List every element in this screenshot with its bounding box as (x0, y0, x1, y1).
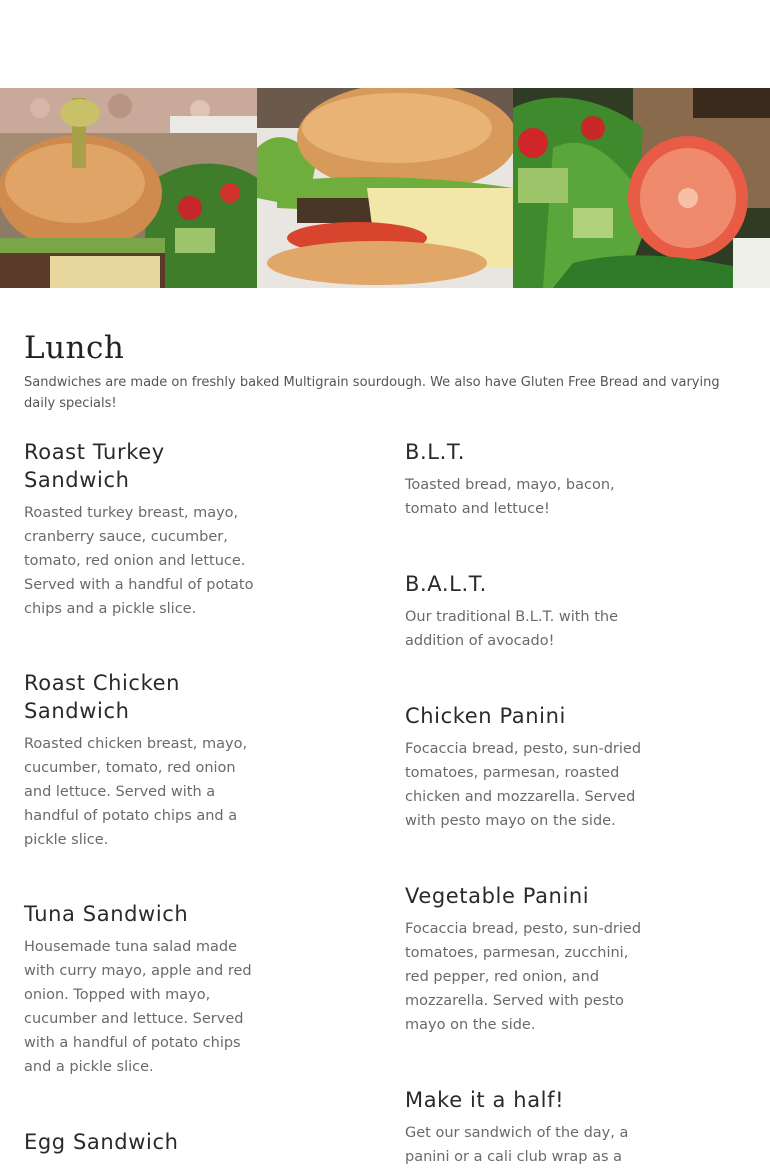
menu-item-description: Housemade tuna salad made with curry mayo, apple and red onion. Topped with mayo, cucumber and lettuce. Served with a handful of potato chips and a pickle slice. (24, 939, 252, 1075)
page-title: Lunch (24, 330, 125, 366)
header-spacer (0, 0, 770, 88)
burger-with-salad-photo (0, 88, 257, 288)
hero-gallery (0, 88, 770, 288)
menu-item-chicken-panini (405, 702, 645, 833)
menu-item-name: Make it a half! (405, 1088, 565, 1112)
menu-section (0, 330, 770, 1174)
menu-item-description: Focaccia bread, pesto, sun-dried tomatoes, parmesan, zucchini, red pepper, red onion, and mozzarella. Served with pesto mayo on the side. (405, 921, 642, 1033)
menu-item-name: Tuna Sandwich (24, 902, 189, 926)
menu-item-roast-turkey (24, 438, 264, 621)
menu-item-description: Our traditional B.L.T. with the addition of avocado! (405, 609, 619, 649)
menu-intro: Sandwiches are made on freshly baked Multigrain sourdough. We also have Gluten Free Bread and varying daily specials! (24, 375, 720, 411)
menu-item-description: Get our sandwich of the day, a panini or a cali club wrap as a (405, 1125, 629, 1165)
menu-item-name: Vegetable Panini (405, 884, 590, 908)
menu-item-balt (405, 570, 645, 653)
menu-item-description: Roasted turkey breast, mayo, cranberry sauce, cucumber, tomato, red onion and lettuce. Served with a handful of potato chips and a pickle slice. (24, 505, 254, 617)
menu-item-description: Focaccia bread, pesto, sun-dried tomatoes, parmesan, roasted chicken and mozzarella. Served with pesto mayo on the side. (405, 741, 642, 829)
menu-item-roast-chicken (24, 669, 264, 852)
menu-item-description: Roasted chicken breast, mayo, cucumber, tomato, red onion and lettuce. Served with a handful of potato chips and a pickle slice. (24, 736, 248, 848)
menu-item-make-it-half (405, 1086, 645, 1169)
menu-item-egg (24, 1128, 264, 1156)
menu-item-name: Egg Sandwich (24, 1130, 179, 1154)
menu-item-blt (405, 438, 645, 521)
menu-item-name: B.L.T. (405, 440, 466, 464)
menu-item-name: B.A.L.T. (405, 572, 487, 596)
menu-item-description: Toasted bread, mayo, bacon, tomato and lettuce! (405, 477, 615, 517)
menu-item-name: Roast Turkey Sandwich (24, 440, 165, 492)
menu-item-tuna (24, 900, 264, 1079)
menu-columns (24, 414, 746, 1174)
menu-item-name: Roast Chicken Sandwich (24, 671, 181, 723)
burger-closeup-photo (257, 88, 513, 288)
salad-with-tomato-photo (513, 88, 770, 288)
menu-item-vegetable-panini (405, 882, 645, 1037)
menu-item-name: Chicken Panini (405, 704, 566, 728)
